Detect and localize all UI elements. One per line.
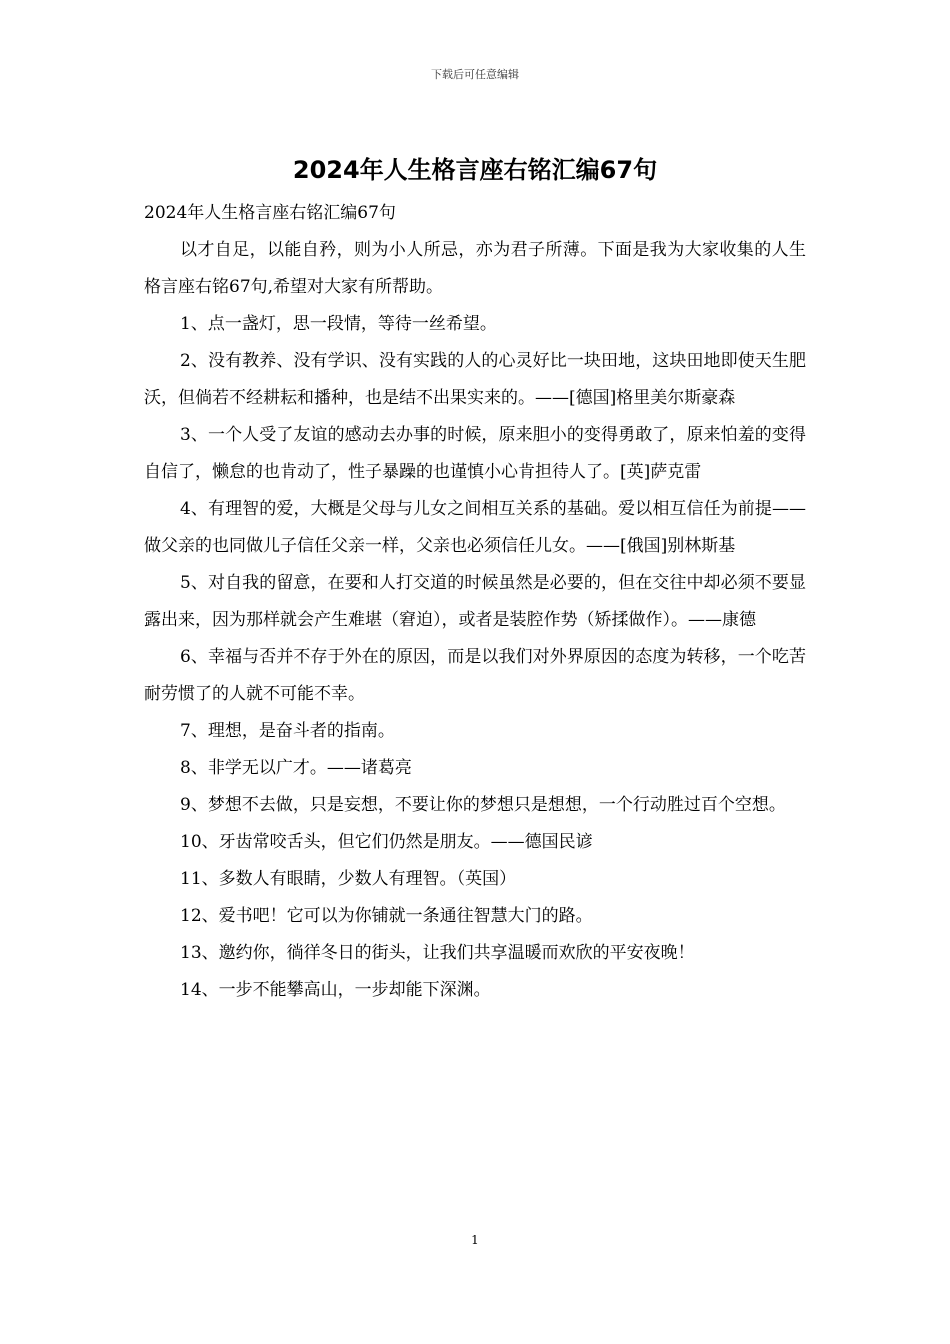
quote-item: 5、对自我的留意，在要和人打交道的时候虽然是必要的，但在交往中却必须不要显露出来，因为那样就会产生难堪（窘迫），或者是装腔作势（矫揉做作）。——康德 xyxy=(144,573,806,630)
document-subtitle: 2024年人生格言座右铭汇编67句 xyxy=(144,203,396,223)
quote-item: 14、一步不能攀高山，一步却能下深渊。 xyxy=(180,980,491,1000)
quote-item: 6、幸福与否并不存于外在的原因，而是以我们对外界原因的态度为转移，一个吃苦耐劳惯了的人就不可能不幸。 xyxy=(144,647,806,704)
quote-item: 2、没有教养、没有学识、没有实践的人的心灵好比一块田地，这块田地即使天生肥沃，但倘若不经耕耘和播种，也是结不出果实来的。——[德国]格里美尔斯豪森 xyxy=(144,351,806,408)
quote-item: 10、牙齿常咬舌头，但它们仍然是朋友。——德国民谚 xyxy=(180,832,593,852)
quote-item: 1、点一盏灯，思一段情，等待一丝希望。 xyxy=(180,314,497,334)
quote-item: 7、理想，是奋斗者的指南。 xyxy=(180,721,395,741)
intro-paragraph: 以才自足，以能自矜，则为小人所忌，亦为君子所薄。下面是我为大家收集的人生格言座右铭67句,希望对大家有所帮助。 xyxy=(144,240,806,297)
document-body xyxy=(144,195,806,1009)
quote-item: 9、梦想不去做，只是妄想，不要让你的梦想只是想想，一个行动胜过百个空想。 xyxy=(180,795,786,815)
quote-item: 8、非学无以广才。——诸葛亮 xyxy=(180,758,412,778)
quote-item: 12、爱书吧！它可以为你铺就一条通往智慧大门的路。 xyxy=(180,906,593,926)
quote-item: 3、一个人受了友谊的感动去办事的时候，原来胆小的变得勇敢了，原来怕羞的变得自信了，懒怠的也肯动了，性子暴躁的也谨慎小心肯担待人了。[英]萨克雷 xyxy=(144,425,806,482)
quote-item: 13、邀约你，徜徉冬日的街头，让我们共享温暖而欢欣的平安夜晚！ xyxy=(180,943,695,963)
quote-item: 4、有理智的爱，大概是父母与儿女之间相互关系的基础。爱以相互信任为前提——做父亲的也同做儿子信任父亲一样，父亲也必须信任儿女。——[俄国]别林斯基 xyxy=(144,499,806,556)
document-title: 2024年人生格言座右铭汇编67句 xyxy=(292,156,658,184)
quote-item: 11、多数人有眼睛，少数人有理智。（英国） xyxy=(180,869,517,889)
page-number: 1 xyxy=(471,1233,479,1247)
page-header: 下载后可任意编辑 xyxy=(431,68,519,81)
